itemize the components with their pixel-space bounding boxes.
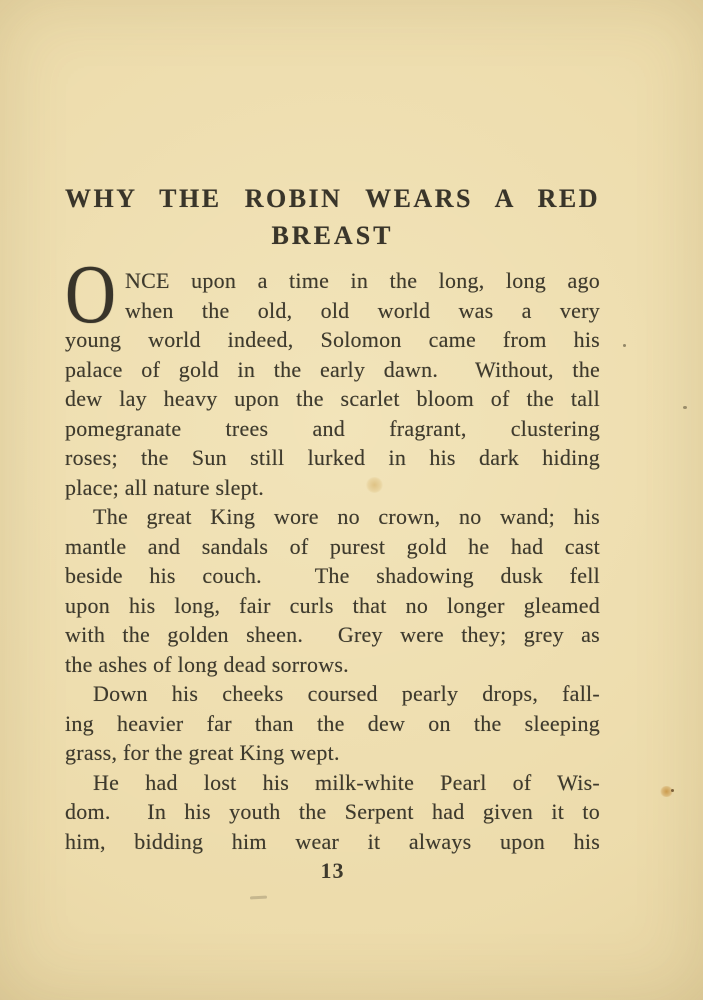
body-line: him, bidding him wear it always upon his [65, 828, 600, 854]
body-line: mantle and sandals of purest gold he had cast [65, 533, 600, 559]
page-number: 13 [320, 858, 345, 883]
body-line: upon his long, fair curls that no longer gleamed [65, 592, 600, 618]
age-stain-dark-dot [671, 789, 674, 792]
chapter-title-line-2: BREAST [271, 221, 394, 250]
body-line: ing heavier far than the dew on the sleeping [65, 710, 600, 736]
chapter-title-line-1: WHY THE ROBIN WEARS A RED [65, 184, 600, 213]
body-line: The great King wore no crown, no wand; his [93, 504, 600, 529]
body-line: pomegranate trees and fragrant, clustering [65, 415, 600, 441]
body-line: beside his couch. The shadowing dusk fell [65, 563, 600, 588]
pencil-smudge [250, 896, 267, 900]
body-line: the ashes of long dead sorrows. [65, 651, 349, 677]
body-line: Down his cheeks coursed pearly drops, fall- [93, 681, 600, 706]
drop-cap-letter: O [65, 247, 117, 341]
body-line: palace of gold in the early dawn. Without, the [65, 356, 600, 382]
body-line: roses; the Sun still lurked in his dark hiding [65, 445, 600, 470]
body-line: dom. In his youth the Serpent had given it to [65, 799, 600, 824]
body-line: dew lay heavy upon the scarlet bloom of the tall [65, 386, 600, 411]
ink-speck [623, 344, 626, 347]
body-line: place; all nature slept. [65, 474, 265, 500]
body-line: with the golden sheen. Grey were they; grey as [65, 622, 600, 647]
body-line: young world indeed, Solomon came from his [65, 327, 600, 352]
age-stain-spot [660, 786, 673, 797]
body-line: when the old, old world was a very [125, 297, 600, 323]
body-line: grass, for the great King wept. [65, 740, 340, 765]
body-line: NCE upon a time in the long, long ago [125, 268, 600, 293]
ink-speck [683, 406, 687, 409]
page-content [65, 183, 600, 886]
chapter-title [65, 183, 600, 257]
story-text [65, 247, 600, 856]
body-line: He had lost his milk-white Pearl of Wis- [93, 769, 600, 795]
